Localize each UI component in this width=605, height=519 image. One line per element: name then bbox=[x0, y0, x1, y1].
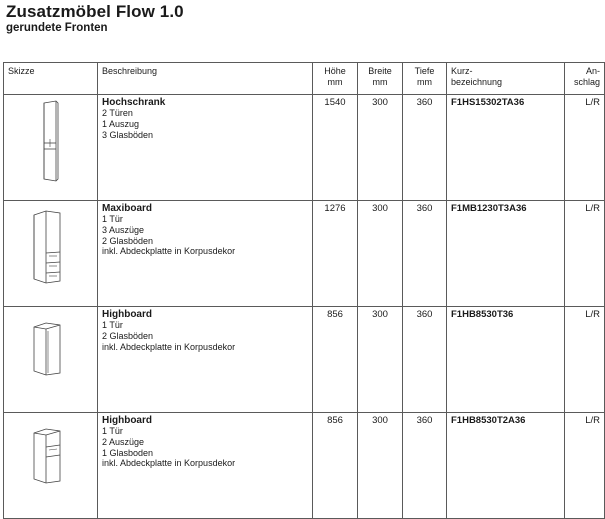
column-header-beschreibung: Beschreibung bbox=[98, 63, 313, 95]
short-code: F1HS15302TA36 bbox=[447, 95, 565, 201]
depth-value: 360 bbox=[403, 201, 447, 307]
depth-value: 360 bbox=[403, 95, 447, 201]
hinge-value: L/R bbox=[565, 307, 605, 413]
height-value: 856 bbox=[313, 413, 358, 519]
product-detail: 1 Glasboden bbox=[102, 447, 154, 458]
column-header-kurz-line2: bezeichnung bbox=[451, 76, 503, 87]
short-code: F1MB1230T3A36 bbox=[447, 201, 565, 307]
column-header-hoehe: Höhe mm bbox=[313, 63, 358, 95]
column-header-skizze: Skizze bbox=[4, 63, 98, 95]
highboard-cabinet-icon bbox=[4, 307, 98, 411]
description-cell bbox=[98, 307, 313, 413]
product-detail: inkl. Abdeckplatte in Korpusdekor bbox=[102, 458, 236, 469]
column-header-kurz-line1: Kurz- bbox=[451, 66, 473, 76]
width-value: 300 bbox=[358, 201, 403, 307]
column-header-anschlag-line1: An- bbox=[585, 66, 600, 76]
product-detail: 2 Glasböden bbox=[102, 330, 154, 341]
width-value: 300 bbox=[358, 413, 403, 519]
table-row bbox=[4, 413, 605, 519]
hinge-value: L/R bbox=[565, 201, 605, 307]
height-value: 856 bbox=[313, 307, 358, 413]
highboard-drawers-cabinet-icon bbox=[4, 413, 98, 517]
product-detail: inkl. Abdeckplatte in Korpusdekor bbox=[102, 246, 236, 257]
hinge-value: L/R bbox=[565, 95, 605, 201]
sketch-cell bbox=[4, 201, 98, 307]
product-table bbox=[3, 62, 605, 519]
page-subtitle: gerundete Fronten bbox=[6, 22, 108, 34]
product-detail: 2 Auszüge bbox=[102, 436, 145, 447]
height-value: 1276 bbox=[313, 201, 358, 307]
product-detail: 1 Tür bbox=[102, 214, 123, 224]
column-header-kurzbezeichnung bbox=[447, 63, 565, 95]
column-header-breite: Breite mm bbox=[358, 63, 403, 95]
table-row bbox=[4, 201, 605, 307]
table-header-row bbox=[4, 63, 605, 95]
product-detail: 3 Glasböden bbox=[102, 129, 154, 140]
page-title: Zusatzmöbel Flow 1.0 bbox=[6, 2, 184, 21]
table-row bbox=[4, 307, 605, 413]
product-detail: 1 Tür bbox=[102, 426, 123, 436]
sketch-cell bbox=[4, 307, 98, 413]
description-cell bbox=[98, 413, 313, 519]
width-value: 300 bbox=[358, 95, 403, 201]
product-detail: 1 Auszug bbox=[102, 118, 140, 129]
product-detail: 1 Tür bbox=[102, 320, 123, 330]
width-value: 300 bbox=[358, 307, 403, 413]
short-code: F1HB8530T36 bbox=[447, 307, 565, 413]
depth-value: 360 bbox=[403, 413, 447, 519]
product-detail: inkl. Abdeckplatte in Korpusdekor bbox=[102, 341, 236, 352]
sketch-cell bbox=[4, 413, 98, 519]
product-name: Maxiboard bbox=[102, 203, 153, 214]
column-header-tiefe: Tiefe mm bbox=[403, 63, 447, 95]
product-name: Highboard bbox=[102, 415, 152, 426]
product-name: Hochschrank bbox=[102, 97, 166, 108]
depth-value: 360 bbox=[403, 307, 447, 413]
description-cell bbox=[98, 201, 313, 307]
column-header-anschlag bbox=[565, 63, 605, 95]
table-row bbox=[4, 95, 605, 201]
short-code: F1HB8530T2A36 bbox=[447, 413, 565, 519]
product-detail: 2 Türen bbox=[102, 108, 133, 118]
hinge-value: L/R bbox=[565, 413, 605, 519]
description-cell bbox=[98, 95, 313, 201]
height-value: 1540 bbox=[313, 95, 358, 201]
maxiboard-cabinet-icon bbox=[4, 201, 98, 305]
tall-cabinet-icon bbox=[4, 95, 98, 199]
column-header-anschlag-line2: schlag bbox=[573, 76, 600, 87]
product-detail: 2 Glasböden bbox=[102, 235, 154, 246]
sketch-cell bbox=[4, 95, 98, 201]
product-detail: 3 Auszüge bbox=[102, 224, 145, 235]
product-name: Highboard bbox=[102, 309, 152, 320]
